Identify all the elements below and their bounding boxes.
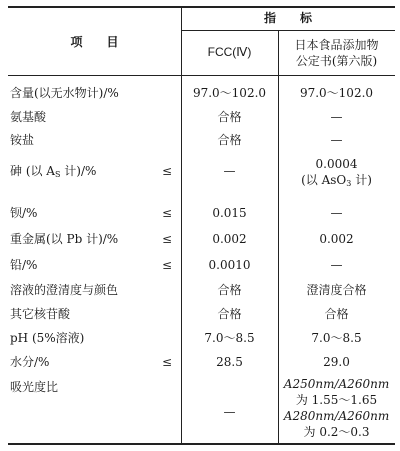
row-japan-value: 合格 bbox=[324, 307, 349, 321]
spec-group-rule bbox=[181, 30, 395, 31]
arsenic-label-prefix: 砷 (以 A bbox=[10, 164, 55, 178]
arsenic-label-suffix: 计)/% bbox=[60, 164, 97, 178]
row-fcc-value: — bbox=[223, 405, 236, 419]
row-japan-value: 29.0 bbox=[323, 355, 350, 369]
absorbance-range-line: 为 0.2～0.3 bbox=[303, 425, 370, 439]
absorbance-ratio-line: A250nm/A260nm bbox=[283, 377, 390, 391]
row-operator: ≤ bbox=[162, 232, 173, 246]
spec-group-header: 指 标 bbox=[263, 11, 312, 25]
row-item-label: 铅/% bbox=[10, 258, 38, 272]
row-item-label: pH (5%溶液) bbox=[10, 331, 85, 345]
arsenic-note-subscript: 3 bbox=[346, 179, 352, 188]
row-japan-value: 0.0004 bbox=[315, 157, 358, 171]
row-japan-value: — bbox=[330, 206, 343, 220]
row-item-label: 其它核苷酸 bbox=[10, 307, 71, 321]
row-japan-value: 0.002 bbox=[319, 232, 354, 246]
row-item-label: 重金属(以 Pb 计)/% bbox=[10, 232, 119, 246]
row-fcc-value: — bbox=[223, 164, 236, 178]
row-fcc-value: 0.002 bbox=[212, 232, 247, 246]
row-operator: ≤ bbox=[162, 355, 173, 369]
column-divider-1 bbox=[181, 6, 182, 444]
row-item-label: 钡/% bbox=[10, 206, 38, 220]
arsenic-label-subscript: S bbox=[54, 170, 61, 179]
table-bottom-rule bbox=[8, 443, 395, 445]
row-operator: ≤ bbox=[162, 164, 173, 178]
row-japan-value: 7.0～8.5 bbox=[311, 331, 362, 345]
row-fcc-value: 合格 bbox=[217, 133, 242, 147]
row-japan-value: — bbox=[330, 258, 343, 272]
row-fcc-value: 28.5 bbox=[216, 355, 243, 369]
absorbance-range-line: 为 1.55～1.65 bbox=[295, 393, 378, 407]
row-fcc-value: 合格 bbox=[217, 283, 242, 297]
row-fcc-value: 0.015 bbox=[212, 206, 247, 220]
row-fcc-value: 7.0～8.5 bbox=[204, 331, 255, 345]
row-item-label: 含量(以无水物计)/% bbox=[10, 86, 119, 100]
row-item-label: 氨基酸 bbox=[10, 110, 47, 124]
row-japan-value: — bbox=[330, 133, 343, 147]
row-item-label bbox=[10, 164, 96, 179]
absorbance-ratio-line: A280nm/A260nm bbox=[283, 409, 390, 423]
row-japan-value: 澄清度合格 bbox=[306, 283, 367, 297]
row-japan-note bbox=[278, 173, 395, 188]
header-bottom-rule bbox=[8, 75, 395, 76]
row-fcc-value: 合格 bbox=[217, 307, 242, 321]
row-item-label: 溶液的澄清度与颜色 bbox=[10, 283, 119, 297]
arsenic-note-suffix: 计) bbox=[351, 173, 372, 187]
fcc-column-header: FCC(Ⅳ) bbox=[207, 45, 252, 59]
row-item-label: 水分/% bbox=[10, 355, 50, 369]
row-item-label: 铵盐 bbox=[10, 133, 35, 147]
row-japan-value: — bbox=[330, 110, 343, 124]
japan-column-header-line2: 公定书(第六版) bbox=[295, 54, 378, 68]
row-item-label: 吸光度比 bbox=[10, 380, 59, 394]
japan-column-header-line1: 日本食品添加物 bbox=[294, 38, 379, 52]
arsenic-note-prefix: (以 AsO bbox=[301, 173, 347, 187]
row-fcc-value: 合格 bbox=[217, 110, 242, 124]
row-fcc-value: 97.0～102.0 bbox=[192, 86, 267, 100]
item-column-header: 项 目 bbox=[70, 35, 119, 49]
row-fcc-value: 0.0010 bbox=[208, 258, 251, 272]
row-operator: ≤ bbox=[162, 206, 173, 220]
row-operator: ≤ bbox=[162, 258, 173, 272]
row-japan-value: 97.0～102.0 bbox=[299, 86, 374, 100]
table-top-rule bbox=[8, 6, 395, 8]
